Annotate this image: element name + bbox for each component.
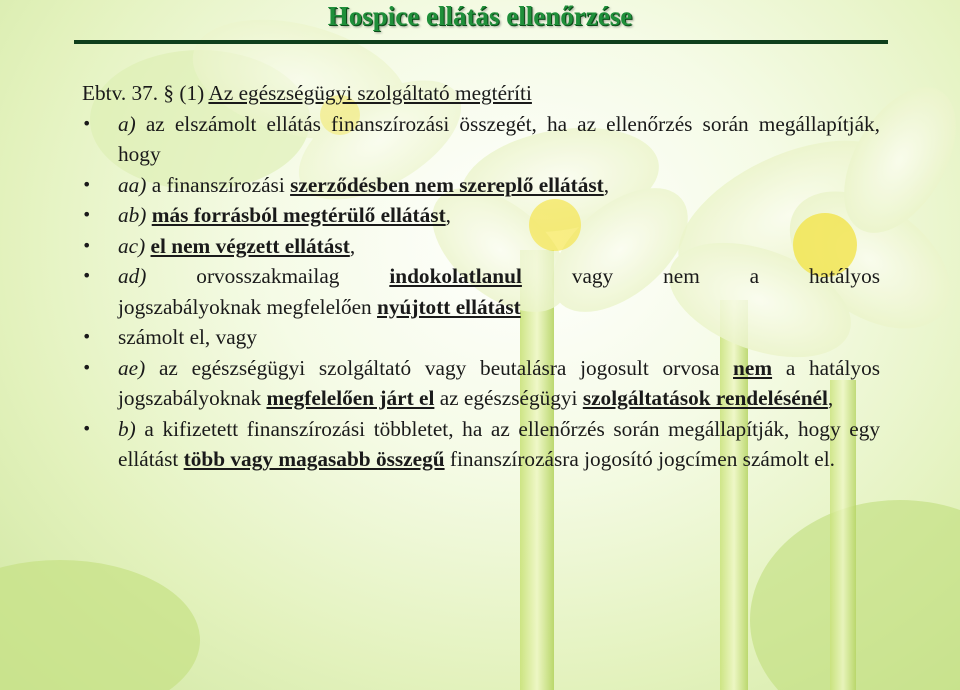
list-item: • b) a kifizetett finanszírozási többletet, ha az ellenőrzés során megállapítják, hogy egy ellátást több vagy magasabb összegű finanszírozásra jogosító jogcímen számolt el. (82, 414, 880, 475)
list-item: • ab) más forrásból megtérülő ellátást, (82, 200, 880, 231)
page-title: Hospice ellátás ellenőrzése (327, 1, 633, 31)
list-item: • ad) orvosszakmailag indokolatlanul vagy nem a hatályos jogszabályoknak megfelelően nyújtott ellátást (82, 261, 880, 322)
title-divider (74, 40, 888, 44)
intro-line: Ebtv. 37. § (1) Az egészségügyi szolgáltató megtéríti (82, 81, 532, 105)
list-item: • aa) a finanszírozási szerződésben nem szereplő ellátást, (82, 170, 880, 201)
list-item: • ac) el nem végzett ellátást, (82, 231, 880, 262)
list-item: • ae) az egészségügyi szolgáltató vagy beutalásra jogosult orvosa nem a hatályos jogszabályoknak megfelelően járt el az egészségügyi szolgáltatások rendelésénél, (82, 353, 880, 414)
list-item: • számolt el, vagy (82, 322, 880, 353)
item-list (82, 109, 880, 475)
document-body (82, 78, 880, 475)
list-item: • a) az elszámolt ellátás finanszírozási összegét, ha az ellenőrzés során megállapítják, hogy (82, 109, 880, 170)
